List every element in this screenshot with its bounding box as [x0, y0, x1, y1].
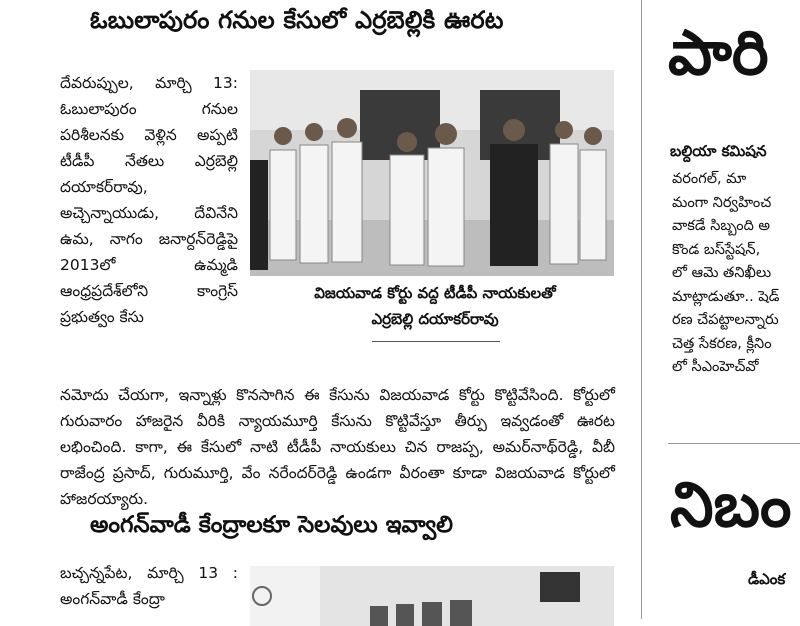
anganwadi-photo-icon — [250, 566, 614, 626]
right-body-line: వాకడే సిబ్బంది అ — [672, 218, 771, 234]
article2-photo — [250, 566, 614, 626]
caption-line-2: ఎర్రబెల్లి దయాకర్‌రావు — [371, 310, 499, 328]
right-subheading-2: డీఎంక — [748, 570, 786, 588]
right-body-line: కొండ బస్‌స్టేషన్, — [672, 241, 761, 258]
article1-body-wrap: దేవరుప్పుల, మార్చి 13: ఓబులాపురం గనుల పరిశీలనకు వెళ్లిన అప్పటి టీడీపీ నేతలు ఎర్రబెల్లి దయాకర్‌రావు, అచ్చెన్నాయుడు, దేవినేని ఉమ, నాగం జనార్దన్‌రెడ్డిపై 2013లో ఉమ్మడి ఆంధ్రప్రదేశ్‌లోని కాంగ్రెస్ ప్రభుత్వం కేసు — [60, 74, 238, 326]
caption-line-1: విజయవాడ కోర్టు వద్ద టీడీపీ నాయకులతో — [314, 284, 556, 302]
article1-photo — [250, 70, 614, 276]
right-body — [672, 168, 800, 380]
article2-body-wrap: బచ్చన్నపేట, మార్చి 13 : అంగన్‌వాడీ కేంద్రా — [60, 564, 238, 608]
right-body-line: మంగా నిర్వహించ — [672, 194, 772, 211]
right-body-line: వరంగల్, మా — [672, 171, 747, 187]
article1-body-full: నమోదు చేయగా, ఇన్నాళ్లు కొనసాగిన ఈ కేసును విజయవాడ కోర్టు కొట్టివేసింది. కోర్టులో గురువారం హాజరైన వీరికి న్యాయమూర్తి కేసును కొట్టివేస్తూ తీర్పు ఇవ్వడంతో ఊరట లభించింది. కాగా, ఈ కేసులో నాటి టీడీపీ నాయకులు చిన రాజప్ప, అమర్‌నాథ్‌రెడ్డి, వీబీ రాజేంద్ర ప్రసాద్, గురుమూర్తి, వేం నరేందర్‌రెడ్డి ఉండగా వీరంతా కూడా విజయవాడ కోర్టులో హాజరయ్యారు. — [60, 386, 615, 508]
article1-headline: ఓబులాపురం గనుల కేసులో ఎర్రబెల్లికి ఊరట — [90, 6, 504, 34]
right-body-line: లో ఆమె తనిఖీలు — [672, 265, 772, 281]
right-subheading: బల్దియా కమిషన — [670, 142, 767, 160]
article2-headline: అంగన్‌వాడీ కేంద్రాలకూ సెలవులు ఇవ్వాలి — [90, 512, 454, 538]
right-body-line: మాట్లాడుతూ.. షెడ్ — [672, 288, 780, 305]
right-headline-2: నిబం — [670, 468, 792, 541]
court-group-photo-icon — [250, 70, 614, 276]
right-body-line: చెత్త సేకరణ, క్లీనిం — [672, 335, 772, 352]
right-body-line: రణ చేపట్టాలన్నారు — [672, 312, 779, 328]
caption-underline — [372, 341, 500, 342]
article1-photo-caption — [255, 280, 615, 332]
right-section-divider — [668, 443, 800, 444]
column-divider — [641, 0, 642, 619]
right-body-line: లో సీఎంహెచ్‌వో — [672, 359, 759, 375]
right-headline-1: పారి — [668, 16, 769, 89]
